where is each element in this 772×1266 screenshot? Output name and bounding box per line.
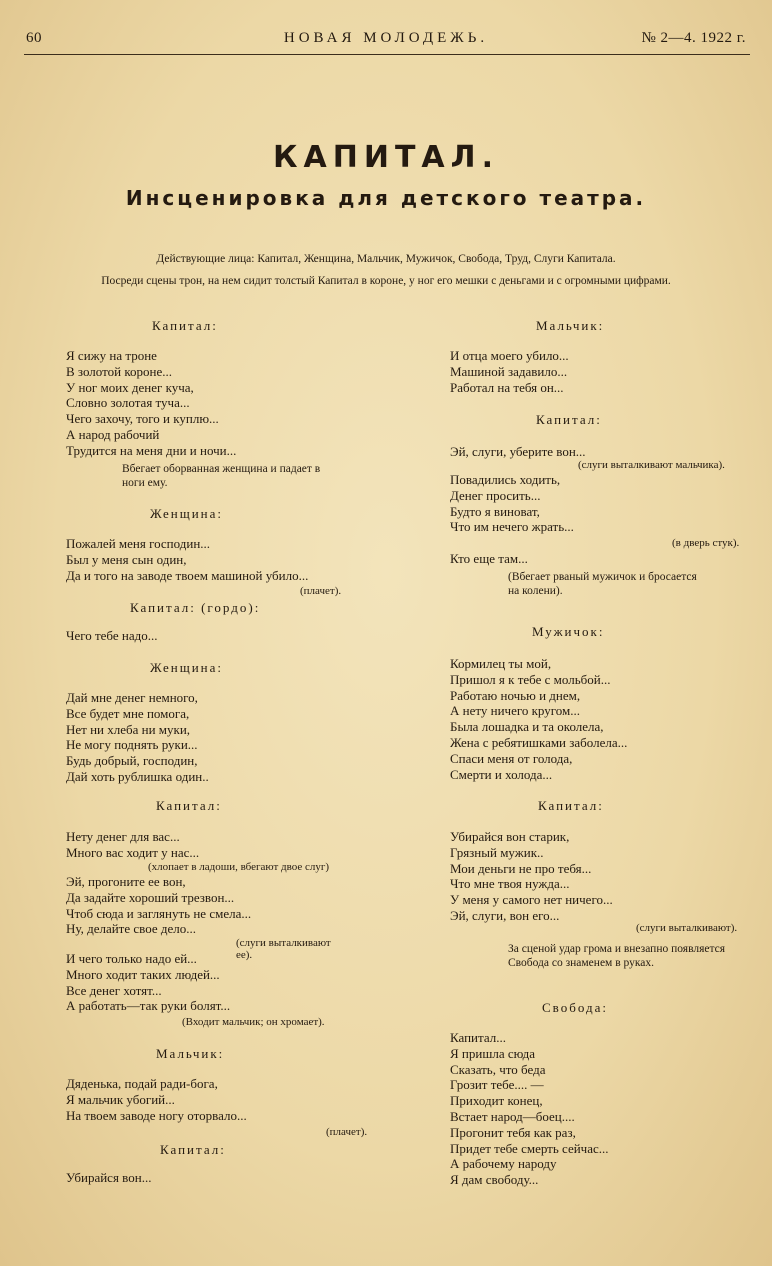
verse-line: Чтоб сюда и заглянуть не смела... <box>66 905 252 921</box>
verse-line: Много вас ходит у нас... <box>66 844 200 860</box>
speaker-kapital: Капитал: <box>152 318 218 333</box>
magazine-name: НОВАЯ МОЛОДЕЖЬ. <box>283 30 489 46</box>
verse-line: Я мальчик убогий... <box>66 1091 175 1107</box>
verse-line: И отца моего убило... <box>450 348 569 363</box>
verse-block <box>66 536 308 583</box>
verse-block <box>450 348 569 395</box>
speaker-malchik: Мальчик: <box>156 1046 225 1061</box>
verse-line: Много ходит таких людей... <box>66 966 220 982</box>
verse-line: Убирайся вон старик, <box>450 829 570 844</box>
verse-block <box>66 628 157 644</box>
verse-line: Работаю ночью и днем, <box>450 687 581 703</box>
verse-line: Что мне твоя нужда... <box>450 876 570 892</box>
running-header <box>0 30 772 52</box>
issue-number: № 2—4. 1922 г. <box>641 30 746 46</box>
direction-line: За сценой удар грома и внезапно появляется <box>508 943 726 955</box>
verse-line: На твоем заводе ногу оторвало... <box>66 1107 247 1123</box>
verse-line: Будто я виноват, <box>450 503 540 519</box>
cast-block <box>10 248 762 292</box>
verse-line: Грозит тебе.... — <box>450 1077 544 1093</box>
verse-line: Чего тебе надо... <box>66 628 158 643</box>
verse-line: Денег просить... <box>450 487 541 503</box>
verse-line: Будь добрый, господин, <box>66 753 198 769</box>
verse-line: У меня у самого нет ничего... <box>450 892 613 908</box>
verse-line: Чего захочу, того и куплю... <box>66 411 219 427</box>
verse-line: Жена с ребятишками заболела... <box>450 734 628 750</box>
verse-block <box>66 1076 247 1123</box>
verse-line: Прогонит тебя как раз, <box>450 1124 576 1140</box>
verse-line: И чего только надо ей... <box>66 951 197 966</box>
verse-line: Да задайте хороший трезвон... <box>66 889 235 905</box>
direction-line: (Вбегает рваный мужичок и бросается <box>508 571 697 583</box>
verse-block <box>66 690 209 785</box>
verse-block <box>66 1170 151 1186</box>
stage-note: (слуги выталкивают ее). <box>236 937 331 961</box>
verse-line: Мои деньги не про тебя... <box>450 860 592 876</box>
stage-note: (плачет). <box>300 585 342 597</box>
verse-line: Приходит конец, <box>450 1093 543 1109</box>
verse-line: В золотой короне... <box>66 363 172 379</box>
verse-block <box>450 1030 609 1188</box>
verse-line: У ног моих денег куча, <box>66 379 194 395</box>
stage-note: (слуги выталкивают). <box>636 922 738 934</box>
verse-line: Все будет мне помога, <box>66 705 190 721</box>
verse-line: Да и того на заводе твоем машиной убило... <box>66 567 309 583</box>
direction-line: ноги ему. <box>122 477 168 489</box>
stage-note: (хлопает в ладоши, вбегают двое слуг) <box>148 861 330 873</box>
verse-line: Работал на тебя он... <box>450 379 564 395</box>
verse-line: А работать—так руки болят... <box>66 998 231 1014</box>
direction-line: на колени). <box>508 585 563 597</box>
verse-line: Не могу поднять руки... <box>66 737 198 753</box>
verse-line: Машиной задавило... <box>450 363 568 379</box>
verse-line: А народ рабочий <box>66 426 160 442</box>
verse-line: Эй, слуги, уберите вон... <box>450 444 586 459</box>
verse-line: Кормилец ты мой, <box>450 656 552 671</box>
verse-line: Встает народ—боец.... <box>450 1108 575 1124</box>
page-number: 60 <box>26 30 42 46</box>
verse-line: Эй, прогоните ее вон, <box>66 874 186 889</box>
verse-line: Повадились ходить, <box>450 472 561 487</box>
verse-block <box>66 829 199 861</box>
speaker-kapital: Капитал: (гордо): <box>130 600 261 615</box>
speaker-kapital: Капитал: <box>156 798 222 813</box>
verse-block <box>450 444 586 460</box>
verse-line: А рабочему народу <box>450 1156 557 1172</box>
speaker-kapital: Капитал: <box>538 798 604 813</box>
verse-block <box>66 348 236 459</box>
verse-block <box>66 951 230 1014</box>
verse-block <box>450 472 574 535</box>
cast-line: Действующие лица: Капитал, Женщина, Мальчик, Мужичок, Свобода, Труд, Слуги Капитала. <box>156 253 616 265</box>
verse-line: Пожалей меня господин... <box>66 536 211 551</box>
stage-note: (плачет). <box>326 1126 368 1138</box>
verse-line: Была лошадка и та околела, <box>450 719 604 735</box>
stage-note: (в дверь стук). <box>672 537 740 549</box>
verse-line: Я дам свободу... <box>450 1172 539 1188</box>
verse-line: Что им нечего жрать... <box>450 519 574 535</box>
header-rule <box>24 54 750 55</box>
verse-line: Я пришла сюда <box>450 1045 536 1061</box>
verse-line: Эй, слуги, вон его... <box>450 907 560 923</box>
verse-line: А нету ничего кругом... <box>450 703 580 719</box>
verse-block <box>66 874 251 937</box>
verse-line: Спаси меня от голода, <box>450 750 573 766</box>
verse-block <box>450 829 613 924</box>
verse-line: Кто еще там... <box>450 551 528 566</box>
speaker-svoboda: Свобода: <box>542 1000 608 1015</box>
play-title: КАПИТАЛ. <box>273 140 499 175</box>
verse-line: Дай хоть рублишка один.. <box>66 768 209 784</box>
verse-block <box>450 656 627 782</box>
verse-line: Нету денег для вас... <box>66 829 180 844</box>
verse-line: Нет ни хлеба ни муки, <box>66 721 191 737</box>
stage-note: (слуги выталкивают мальчика). <box>578 459 725 471</box>
speaker-muzhichok: Мужичок: <box>532 624 605 639</box>
verse-line: Капитал... <box>450 1030 506 1045</box>
verse-line: Я сижу на троне <box>66 348 157 363</box>
direction-line: Вбегает оборванная женщина и падает в <box>122 463 321 475</box>
setting-line: Посреди сцены трон, на нем сидит толстый Капитал в короне, у ног его мешки с деньгами и с огромными цифрами. <box>101 275 671 287</box>
speaker-zhenshchina: Женщина: <box>150 506 224 521</box>
verse-line: Дяденька, подай ради-бога, <box>66 1076 218 1091</box>
verse-line: Пришол я к тебе с мольбой... <box>450 671 611 687</box>
verse-line: Убирайся вон... <box>66 1170 152 1185</box>
verse-block <box>450 551 528 567</box>
play-subtitle: Инсценировка для детского театра. <box>125 186 647 210</box>
verse-line: Все денег хотят... <box>66 982 162 998</box>
verse-line: Грязный мужик.. <box>450 844 544 860</box>
stage-direction <box>508 942 725 970</box>
speaker-kapital: Капитал: <box>536 412 602 427</box>
stage-direction <box>122 462 320 490</box>
stage-note: (Входит мальчик; он хромает). <box>182 1016 325 1028</box>
speaker-malchik: Мальчик: <box>536 318 605 333</box>
speaker-kapital: Капитал: <box>160 1142 226 1157</box>
verse-line: Трудится на меня дни и ночи... <box>66 442 237 458</box>
verse-line: Словно золотая туча... <box>66 395 190 411</box>
verse-line: Сказать, что беда <box>450 1061 546 1077</box>
stage-direction <box>508 570 697 598</box>
verse-line: Дай мне денег немного, <box>66 690 198 705</box>
verse-line: Смерти и холода... <box>450 766 553 782</box>
direction-line: Свобода со знаменем в руках. <box>508 957 654 969</box>
verse-line: Был у меня сын один, <box>66 551 187 567</box>
verse-line: Ну, делайте свое дело... <box>66 921 197 937</box>
speaker-zhenshchina: Женщина: <box>150 660 224 675</box>
verse-line: Придет тебе смерть сейчас... <box>450 1140 609 1156</box>
